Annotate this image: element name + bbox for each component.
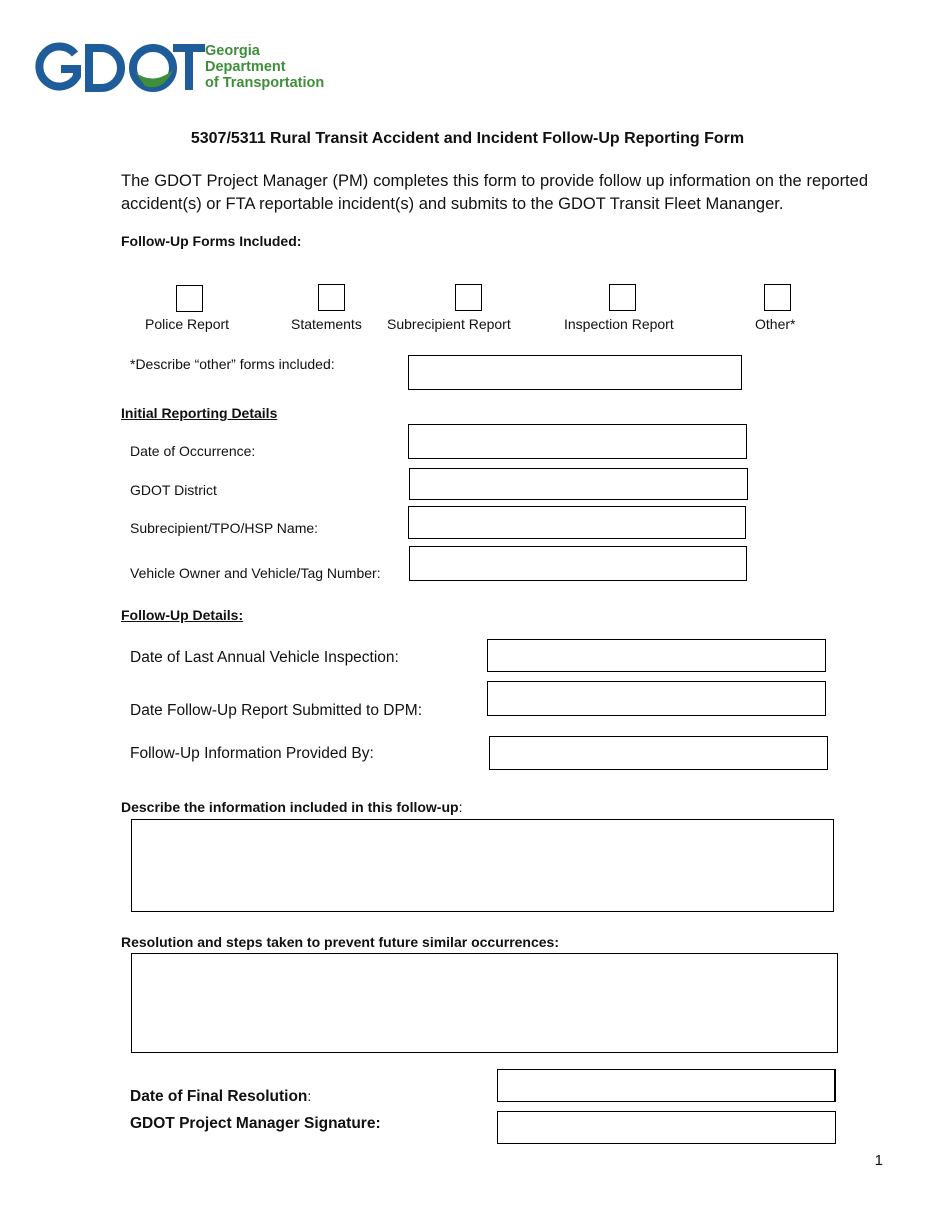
report-submitted-date-input[interactable] xyxy=(487,681,826,716)
logo-org-name xyxy=(205,43,324,91)
vehicle-owner-tag-label: Vehicle Owner and Vehicle/Tag Number: xyxy=(130,565,381,581)
gdot-district-input[interactable] xyxy=(409,468,748,500)
form-intro: The GDOT Project Manager (PM) completes this form to provide follow up information on the reported accident(s) or FTA reportable incident(s) and submits to the GDOT Transit Fleet Mananger. xyxy=(121,172,868,213)
date-of-occurrence-label: Date of Occurrence: xyxy=(130,443,256,459)
other-forms-label: *Describe “other” forms included: xyxy=(130,356,335,372)
last-inspection-date-label: Date of Last Annual Vehicle Inspection: xyxy=(130,649,399,666)
describe-info-text: Describe the information included in this follow-up xyxy=(121,799,459,815)
last-inspection-date-input[interactable] xyxy=(487,639,826,672)
forms-included-heading: Follow-Up Forms Included: xyxy=(121,233,302,249)
describe-info-colon: : xyxy=(458,799,463,815)
date-underline-divider xyxy=(611,458,699,459)
final-resolution-date-colon: : xyxy=(307,1088,312,1104)
logo-letter-g xyxy=(39,47,77,87)
inspection-report-label: Inspection Report xyxy=(564,316,674,332)
gdot-logo-mark xyxy=(35,42,205,94)
resolution-label: Resolution and steps taken to prevent future similar occurrences: xyxy=(121,934,559,950)
logo-org-line3: of Transportation xyxy=(205,75,325,91)
vehicle-owner-tag-input[interactable] xyxy=(409,546,747,581)
subrecipient-report-checkbox[interactable] xyxy=(455,284,482,311)
logo-org-line1: Georgia xyxy=(205,43,260,59)
pm-signature-label: GDOT Project Manager Signature: xyxy=(130,1115,381,1132)
date-of-occurrence-input[interactable] xyxy=(408,424,747,459)
logo-org-line2: Department xyxy=(205,59,286,75)
report-submitted-date-label: Date Follow-Up Report Submitted to DPM: xyxy=(130,702,423,719)
follow-up-details-heading: Follow-Up Details: xyxy=(121,607,244,623)
provided-by-label: Follow-Up Information Provided By: xyxy=(130,745,374,762)
page-number: 1 xyxy=(874,1152,883,1169)
other-label: Other* xyxy=(755,316,796,332)
final-resolution-date-text: Date of Final Resolution xyxy=(130,1088,308,1105)
subrecipient-name-input[interactable] xyxy=(408,506,746,539)
logo-letter-t xyxy=(173,48,205,90)
initial-reporting-heading: Initial Reporting Details xyxy=(121,405,278,421)
police-report-label: Police Report xyxy=(145,316,230,332)
other-checkbox[interactable] xyxy=(764,284,791,311)
police-report-checkbox[interactable] xyxy=(176,285,203,312)
gdot-district-label: GDOT District xyxy=(130,482,217,498)
statements-label: Statements xyxy=(291,316,362,332)
logo-letter-d xyxy=(89,48,121,88)
describe-info-textarea[interactable] xyxy=(131,819,834,912)
provided-by-input[interactable] xyxy=(489,736,828,770)
resolution-textarea[interactable] xyxy=(131,953,838,1053)
final-resolution-date-label xyxy=(130,1088,311,1106)
subrecipient-report-label: Subrecipient Report xyxy=(387,316,511,332)
subrecipient-name-label: Subrecipient/TPO/HSP Name: xyxy=(130,520,319,536)
pm-signature-input[interactable] xyxy=(497,1111,836,1144)
statements-checkbox[interactable] xyxy=(318,284,345,311)
form-title: 5307/5311 Rural Transit Accident and Incident Follow-Up Reporting Form xyxy=(190,130,745,147)
inspection-report-checkbox[interactable] xyxy=(609,284,636,311)
describe-info-label xyxy=(121,799,462,815)
other-forms-input[interactable] xyxy=(408,355,742,390)
final-resolution-date-input[interactable] xyxy=(497,1069,836,1102)
